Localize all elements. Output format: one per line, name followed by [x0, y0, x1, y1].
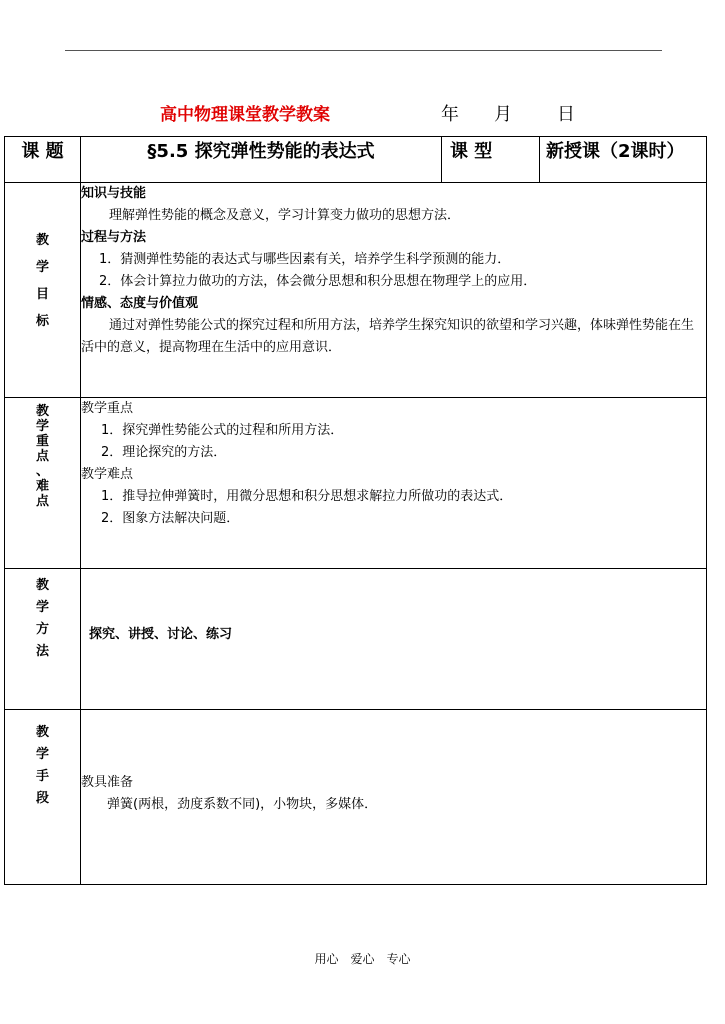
date-month-label: 月: [494, 104, 512, 125]
goals-knowledge-text: 理解弹性势能的概念及意义，学习计算变力做功的思想方法．: [109, 208, 461, 223]
means-content: [81, 710, 707, 885]
means-label: 教 学 手 段: [5, 710, 81, 885]
title-row: [0, 100, 725, 126]
date-year-label: 年: [441, 104, 459, 125]
method-label: 教 学 方 法: [5, 569, 81, 710]
page-footer: 用心 爱心 专心: [314, 952, 411, 966]
topic-label: 课 题: [5, 137, 81, 183]
method-value: 探究、讲授、讨论、练习: [89, 627, 233, 642]
goals-label: 教 学 目 标: [5, 183, 81, 398]
goals-process-item-2: 2．体会计算拉力做功的方法，体会微分思想和积分思想在物理学上的应用．: [99, 274, 537, 289]
type-value: 新授课（2课时）: [540, 137, 707, 183]
goals-process-item-1: 1．猜测弹性势能的表达式与哪些因素有关，培养学生科学预测的能力．: [99, 252, 511, 267]
method-row: [5, 569, 707, 710]
page-title: 高中物理课堂教学教案: [160, 105, 330, 125]
difficult-points-item-2: 2．图象方法解决问题．: [101, 511, 240, 526]
type-label: 课 型: [442, 137, 540, 183]
key-points-heading: 教学重点: [81, 401, 134, 416]
key-points-row: [5, 398, 707, 569]
difficult-points-item-1: 1．推导拉伸弹簧时，用微分思想和积分思想求解拉力所做功的表达式．: [101, 489, 513, 504]
goals-knowledge-heading: 知识与技能: [81, 186, 147, 201]
goals-attitude-heading: 情感、态度与价值观: [81, 296, 199, 311]
goals-content: [81, 183, 707, 398]
goals-attitude-text: 通过对弹性势能公式的探究过程和所用方法，培养学生探究知识的欲望和学习兴趣，体味弹性势能在生活中的意义，提高物理在生活中的应用意识．: [81, 318, 695, 355]
date-day-label: 日: [557, 104, 575, 125]
key-points-item-2: 2．理论探究的方法．: [101, 445, 227, 460]
means-heading: 教具准备: [81, 775, 134, 790]
goals-process-heading: 过程与方法: [81, 230, 147, 245]
method-content: [81, 569, 707, 710]
difficult-points-heading: 教学难点: [81, 467, 134, 482]
means-row: [5, 710, 707, 885]
key-points-content: [81, 398, 707, 569]
lesson-plan-table: [4, 136, 707, 885]
means-text: 弹簧(两根，劲度系数不同)，小物块，多媒体．: [107, 797, 378, 812]
topic-row: [5, 137, 707, 183]
key-points-item-1: 1．探究弹性势能公式的过程和所用方法．: [101, 423, 344, 438]
key-points-label: 教 学 重 点 、 难 点: [5, 398, 81, 569]
topic-value: §5.5 探究弹性势能的表达式: [81, 137, 442, 183]
top-rule: [65, 50, 662, 51]
goals-row: [5, 183, 707, 398]
